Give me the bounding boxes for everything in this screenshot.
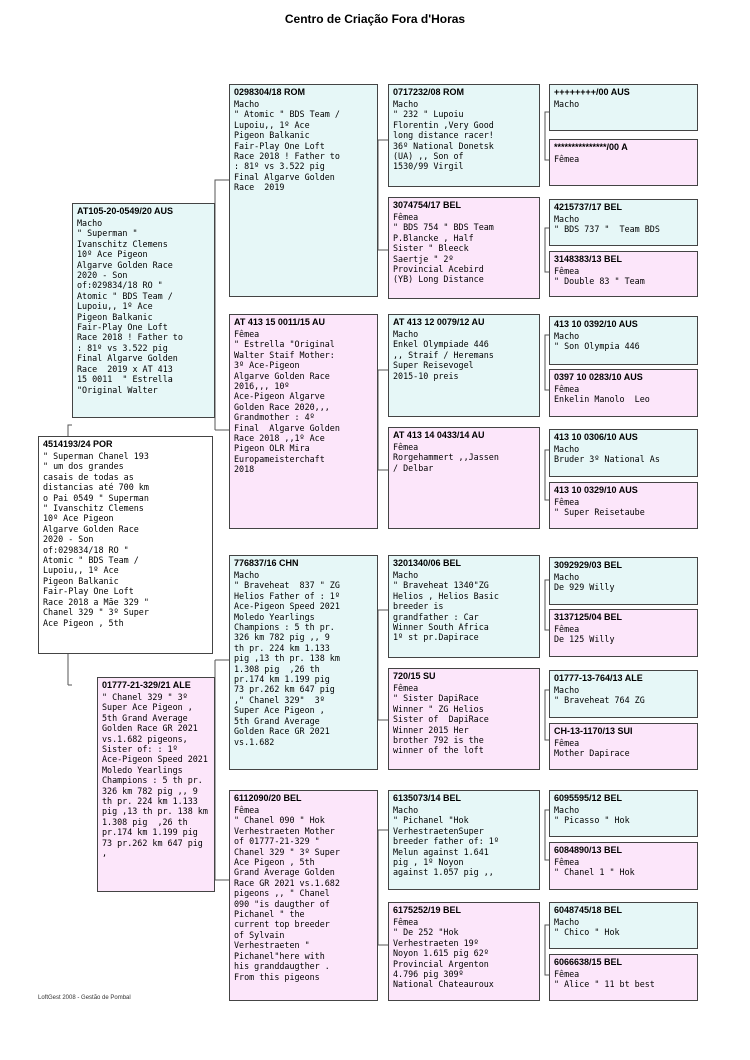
bird-description: Rorgehammert ,,Jassen / Delbar bbox=[393, 452, 499, 473]
ring-number: 6084890/13 BEL bbox=[554, 845, 623, 855]
bird-description: " BDS 737 " Team BDS bbox=[554, 224, 660, 235]
pedigree-card-dam[interactable] bbox=[97, 677, 215, 892]
page-title: Centro de Criação Fora d'Horas bbox=[284, 12, 466, 26]
ring-number: 6095595/12 BEL bbox=[554, 793, 623, 803]
bird-description: " Chico " Hok bbox=[554, 927, 620, 938]
pedigree-card-gen3-2[interactable] bbox=[388, 197, 540, 299]
pedigree-card-gen3-1[interactable] bbox=[388, 84, 540, 187]
pedigree-card-gen3-6[interactable] bbox=[388, 668, 540, 770]
bird-description: " Chanel 329 " 3º Super Ace Pigeon , 5th Grand Average Golden Race GR 2021 vs.1.682 pigeons, Sister of: : 1º Ace-Pigeon Speed 2021 Moledo Yearlings Champions : 5 th pr. 326 km 782 pig ,, 9 th pr. 224 km 1.133 pig ,13 th pr. 138 km 1.308 pig ,26 th pr.174 km 1.199 pig 73 pr.262 km 647 pig , bbox=[102, 692, 208, 859]
bird-sex: Fêmea bbox=[554, 738, 580, 748]
ring-number: 413 10 0329/10 AUS bbox=[554, 485, 638, 495]
ring-number: 3092929/03 BEL bbox=[554, 560, 623, 570]
bird-description: De 929 Willy bbox=[554, 582, 615, 593]
bird-description: " Double 83 " Team bbox=[554, 276, 645, 287]
pedigree-card-gen4-3[interactable] bbox=[549, 199, 698, 246]
ring-number: 01777-13-764/13 ALE bbox=[554, 673, 643, 683]
bird-description: " BDS 754 " BDS Team P.Blancke , Half Sister " Bleeck Saertje " 2º Provincial Acebird (YB) Long Distance bbox=[393, 222, 494, 285]
ring-number: ***************/00 A bbox=[554, 142, 628, 152]
pedigree-card-gen4-1[interactable] bbox=[549, 84, 698, 131]
bird-sex: Macho bbox=[393, 570, 419, 580]
bird-description: " Superman Chanel 193 " um dos grandes casais de todas as distancias até 700 km o Pai 0549 " Superman " Ivanschitz Clemens 10º Ace Pigeon Algarve Golden Race 2020 - Son of:029834/18 RO " Atomic " BDS Team / Lupoiu,, 1º Ace Pigeon Balkanic Fair-Play One Loft Race 2018 a Mãe 329 " Chanel 329 " 3º Super Ace Pigeon , 5th bbox=[43, 451, 149, 628]
ring-number: 01777-21-329/21 ALE bbox=[102, 680, 191, 690]
bird-sex: Fêmea bbox=[393, 212, 419, 222]
bird-sex: Fêmea bbox=[554, 969, 580, 979]
bird-sex: Fêmea bbox=[554, 266, 580, 276]
ring-number: 413 10 0392/10 AUS bbox=[554, 319, 638, 329]
ring-number: 0298304/18 ROM bbox=[234, 87, 306, 97]
bird-description: " Braveheat 764 ZG bbox=[554, 695, 645, 706]
pedigree-card-gen4-11[interactable] bbox=[549, 670, 698, 718]
pedigree-card-gen3-7[interactable] bbox=[388, 790, 540, 890]
bird-description: " Superman " Ivanschitz Clemens 10º Ace Pigeon Algarve Golden Race 2020 - Son of:029834/18 RO " Atomic " BDS Team / Lupoiu,, 1º Ace Pigeon Balkanic Fair-Play One Loft Race 2018 ! Father to : 81º vs 3.522 pig Final Algarve Golden Race 2019 x AT 413 15 0011 " Estrella "Original Walter bbox=[77, 228, 183, 395]
pedigree-card-gen4-14[interactable] bbox=[549, 842, 698, 890]
bird-description: Mother Dapirace bbox=[554, 748, 630, 759]
pedigree-card-gen3-3[interactable] bbox=[388, 314, 540, 417]
ring-number: 0397 10 0283/10 AUS bbox=[554, 372, 643, 382]
ring-number: 3137125/04 BEL bbox=[554, 612, 623, 622]
footer-credit: LoftGest 2008 - Gestão de Pombal bbox=[38, 995, 131, 1001]
pedigree-card-sire-dam[interactable] bbox=[229, 314, 378, 529]
bird-description: " De 252 "Hok Verhestraeten 19º Noyon 1.615 pig 62º Provincial Argenton 4.796 pig 309º National Chateauroux bbox=[393, 927, 494, 990]
ring-number: 776837/16 CHN bbox=[234, 558, 299, 568]
ring-number: ++++++++/00 AUS bbox=[554, 87, 630, 97]
pedigree-card-gen3-8[interactable] bbox=[388, 902, 540, 1001]
bird-sex: Fêmea bbox=[554, 624, 580, 634]
pedigree-card-gen4-10[interactable] bbox=[549, 609, 698, 657]
ring-number: 3148383/13 BEL bbox=[554, 254, 623, 264]
pedigree-card-gen4-13[interactable] bbox=[549, 790, 698, 837]
bird-sex: Macho bbox=[393, 99, 419, 109]
ring-number: AT 413 12 0079/12 AU bbox=[393, 317, 485, 327]
bird-description: Enkel Olympiade 446 ,, Straif / Heremans Super Reisevogel 2015-10 preis bbox=[393, 339, 494, 381]
bird-description: " Braveheat 1340"ZG Helios , Helios Basic breeder is grandfather : Car Winner South Africa 1º st pr.Dapirace bbox=[393, 580, 499, 643]
bird-description: " 232 " Lupoiu Florentin ,Very Good long distance racer! 36º National Donetsk (UA) ,, Son of 1530/99 Virgil bbox=[393, 109, 494, 172]
bird-sex: Macho bbox=[554, 572, 580, 582]
pedigree-card-gen4-7[interactable] bbox=[549, 429, 698, 477]
bird-sex: Macho bbox=[554, 444, 580, 454]
bird-description: " Atomic " BDS Team / Lupoiu,, 1º Ace Pigeon Balkanic Fair-Play One Loft Race 2018 ! Father to : 81º vs 3.522 pig Final Algarve Golden Race 2019 bbox=[234, 109, 340, 193]
bird-description: " Pichanel "Hok VerhestraetenSuper breeder father of: 1º Melun against 1.641 pig , 1º Noyon against 1.057 pig ,, bbox=[393, 815, 499, 878]
ring-number: AT 413 14 0433/14 AU bbox=[393, 430, 485, 440]
bird-sex: Macho bbox=[554, 331, 580, 341]
bird-sex: Macho bbox=[554, 214, 580, 224]
bird-sex: Macho bbox=[77, 218, 103, 228]
bird-description: " Alice " 11 bt best bbox=[554, 979, 655, 990]
bird-sex: Fêmea bbox=[393, 917, 419, 927]
bird-description: " Sister DapiRace Winner " ZG Helios Sister of DapiRace Winner 2015 Her brother 792 is the winner of the loft bbox=[393, 693, 489, 756]
bird-description: " Chanel 090 " Hok Verhestraeten Mother of 01777-21-329 " Chanel 329 " 3º Super Ace Pigeon , 5th Grand Average Golden Race GR 2021 vs.1.682 pigeons ,, " Chanel 090 "is daugther of Pichanel " the current top breeder of Sylvain Verhestraeten " Pichanel"here with his granddaugther . From this pigeons bbox=[234, 815, 340, 982]
bird-description: " Estrella "Original Walter Staif Mother: 3º Ace-Pigeon Algarve Golden Race 2016,,, 10º Ace-Pigeon Algarve Golden Race 2020,,, Grandmother : 4º Final Algarve Golden Race 2018 ,,1º Ace Pigeon OLR Mira Europameisterchaft 2018 bbox=[234, 339, 340, 475]
ring-number: 6112090/20 BEL bbox=[234, 793, 302, 803]
bird-sex: Macho bbox=[554, 685, 580, 695]
ring-number: AT 413 15 0011/15 AU bbox=[234, 317, 326, 327]
ring-number: 3074754/17 BEL bbox=[393, 200, 462, 210]
bird-sex: Macho bbox=[393, 805, 419, 815]
bird-description: Bruder 3º National As bbox=[554, 454, 660, 465]
ring-number: 6175252/19 BEL bbox=[393, 905, 462, 915]
pedigree-card-gen4-15[interactable] bbox=[549, 902, 698, 949]
bird-sex: Fêmea bbox=[554, 497, 580, 507]
bird-description: " Super Reisetaube bbox=[554, 507, 645, 518]
bird-sex: Macho bbox=[554, 805, 580, 815]
bird-sex: Fêmea bbox=[393, 683, 419, 693]
bird-sex: Macho bbox=[234, 570, 260, 580]
pedigree-card-gen4-2[interactable] bbox=[549, 139, 698, 186]
bird-description: " Picasso " Hok bbox=[554, 815, 630, 826]
pedigree-card-subject[interactable] bbox=[38, 436, 213, 654]
ring-number: 6048745/18 BEL bbox=[554, 905, 623, 915]
ring-number: 0717232/08 ROM bbox=[393, 87, 465, 97]
pedigree-card-dam-sire[interactable] bbox=[229, 555, 378, 770]
pedigree-card-gen4-16[interactable] bbox=[549, 954, 698, 1001]
ring-number: 6066638/15 BEL bbox=[554, 957, 623, 967]
bird-sex: Macho bbox=[554, 917, 580, 927]
bird-sex: Fêmea bbox=[554, 384, 580, 394]
pedigree-card-gen4-4[interactable] bbox=[549, 251, 698, 297]
bird-description: De 125 Willy bbox=[554, 634, 615, 645]
bird-description: " Braveheat 837 " ZG Helios Father of : 1º Ace-Pigeon Speed 2021 Moledo Yearlings Champions : 5 th pr. 326 km 782 pig ,, 9 th pr. 224 km 1.133 pig ,13 th pr. 138 km 1.308 pig ,26 th pr.174 km 1.199 pig 73 pr.262 km 647 pig ," Chanel 329" 3º Super Ace Pigeon , 5th Grand Average Golden Race GR 2021 vs.1.682 bbox=[234, 580, 340, 747]
pedigree-card-sire[interactable] bbox=[72, 203, 215, 418]
bird-description: Enkelin Manolo Leo bbox=[554, 394, 650, 405]
ring-number: 3201340/06 BEL bbox=[393, 558, 462, 568]
bird-sex: Macho bbox=[554, 99, 580, 109]
bird-sex: Fêmea bbox=[393, 442, 419, 452]
ring-number: 4215737/17 BEL bbox=[554, 202, 623, 212]
ring-number: AT105-20-0549/20 AUS bbox=[77, 206, 174, 216]
ring-number: 6135073/14 BEL bbox=[393, 793, 462, 803]
bird-sex: Fêmea bbox=[234, 805, 260, 815]
pedigree-card-dam-dam[interactable] bbox=[229, 790, 378, 1001]
pedigree-card-sire-sire[interactable] bbox=[229, 84, 378, 297]
bird-sex: Macho bbox=[234, 99, 260, 109]
bird-sex: Fêmea bbox=[554, 857, 580, 867]
pedigree-card-gen4-6[interactable] bbox=[549, 369, 698, 417]
pedigree-card-gen4-8[interactable] bbox=[549, 482, 698, 529]
bird-sex: Fêmea bbox=[554, 154, 580, 164]
bird-description: " Son Olympia 446 bbox=[554, 341, 640, 352]
ring-number: CH-13-1170/13 SUI bbox=[554, 726, 633, 736]
pedigree-card-gen4-9[interactable] bbox=[549, 557, 698, 605]
bird-description: " Chanel 1 " Hok bbox=[554, 867, 635, 878]
pedigree-card-gen3-5[interactable] bbox=[388, 555, 540, 658]
pedigree-card-gen3-4[interactable] bbox=[388, 427, 540, 529]
pedigree-card-gen4-12[interactable] bbox=[549, 723, 698, 770]
pedigree-card-gen4-5[interactable] bbox=[549, 316, 698, 365]
ring-number: 413 10 0306/10 AUS bbox=[554, 432, 638, 442]
ring-number: 4514193/24 POR bbox=[43, 439, 113, 449]
ring-number: 720/15 SU bbox=[393, 671, 436, 681]
bird-sex: Fêmea bbox=[234, 329, 260, 339]
bird-sex: Macho bbox=[393, 329, 419, 339]
